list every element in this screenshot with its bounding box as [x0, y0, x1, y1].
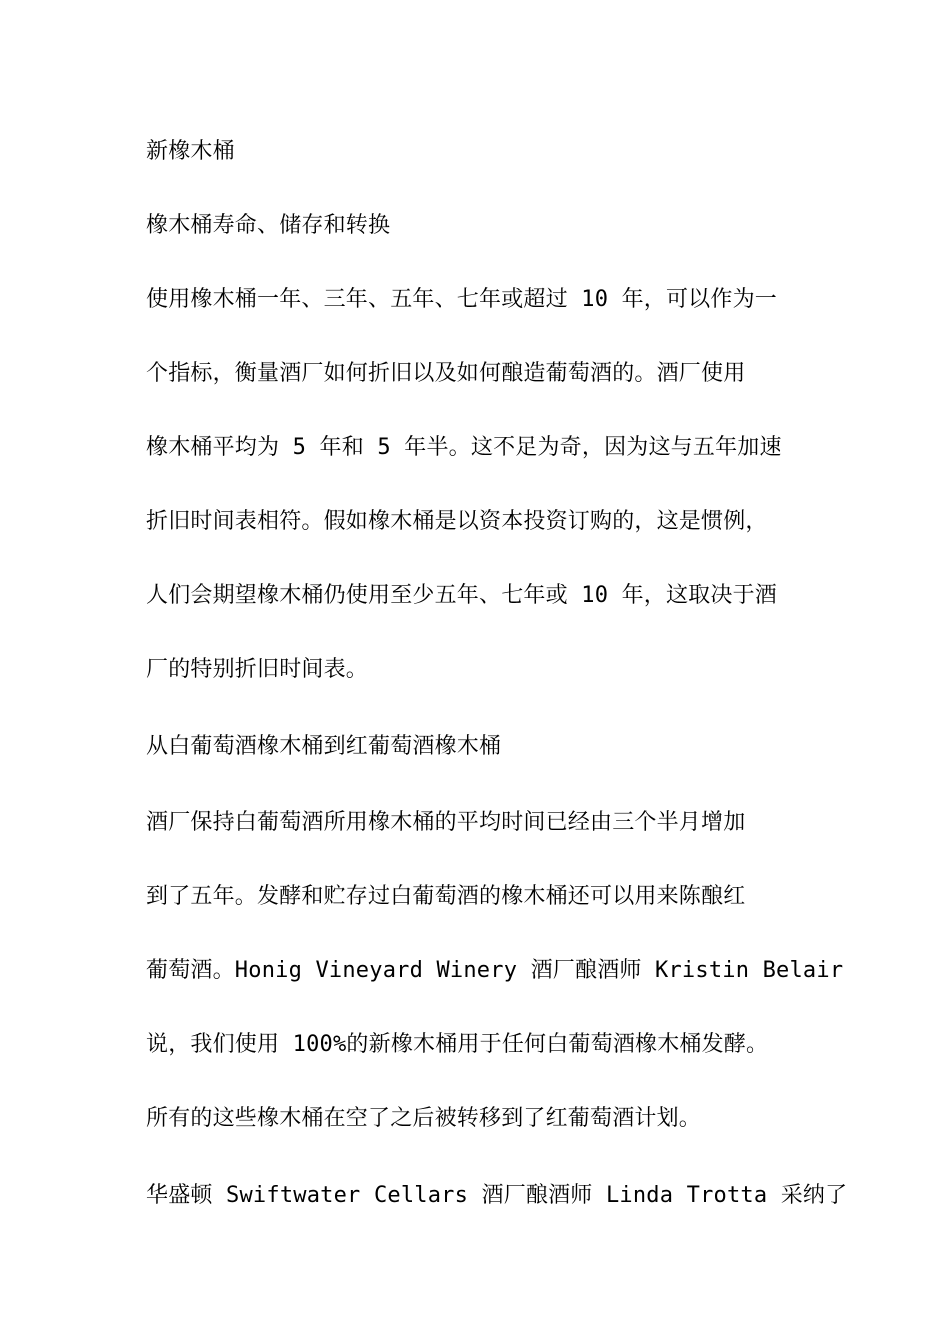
paragraph-line-12: 华盛顿 Swiftwater Cellars 酒厂酿酒师 Linda Trotta 采纳了	[146, 1183, 848, 1208]
paragraph-line-8: 到了五年。发酵和贮存过白葡萄酒的橡木桶还可以用来陈酿红	[146, 884, 746, 909]
heading-barrel-lifespan: 橡木桶寿命、储存和转换	[146, 213, 391, 238]
paragraph-line-2: 个指标，衡量酒厂如何折旧以及如何酿造葡萄酒的。酒厂使用	[146, 361, 746, 386]
paragraph-line-11: 所有的这些橡木桶在空了之后被转移到了红葡萄酒计划。	[146, 1106, 702, 1131]
paragraph-line-7: 酒厂保持白葡萄酒所用橡木桶的平均时间已经由三个半月增加	[146, 810, 746, 835]
paragraph-line-9: 葡萄酒。Honig Vineyard Winery 酒厂酿酒师 Kristin Belair	[146, 958, 844, 983]
paragraph-line-4: 折旧时间表相符。假如橡木桶是以资本投资订购的，这是惯例，	[146, 509, 768, 534]
heading-new-oak-barrels: 新橡木桶	[146, 139, 235, 164]
heading-white-to-red: 从白葡萄酒橡木桶到红葡萄酒橡木桶	[146, 734, 502, 759]
paragraph-line-1: 使用橡木桶一年、三年、五年、七年或超过 10 年，可以作为一	[146, 287, 777, 312]
paragraph-line-10: 说，我们使用 100%的新橡木桶用于任何白葡萄酒橡木桶发酵。	[146, 1032, 769, 1057]
paragraph-line-5: 人们会期望橡木桶仍使用至少五年、七年或 10 年，这取决于酒	[146, 583, 777, 608]
paragraph-line-6: 厂的特别折旧时间表。	[146, 657, 369, 682]
paragraph-line-3: 橡木桶平均为 5 年和 5 年半。这不足为奇，因为这与五年加速	[146, 435, 782, 460]
